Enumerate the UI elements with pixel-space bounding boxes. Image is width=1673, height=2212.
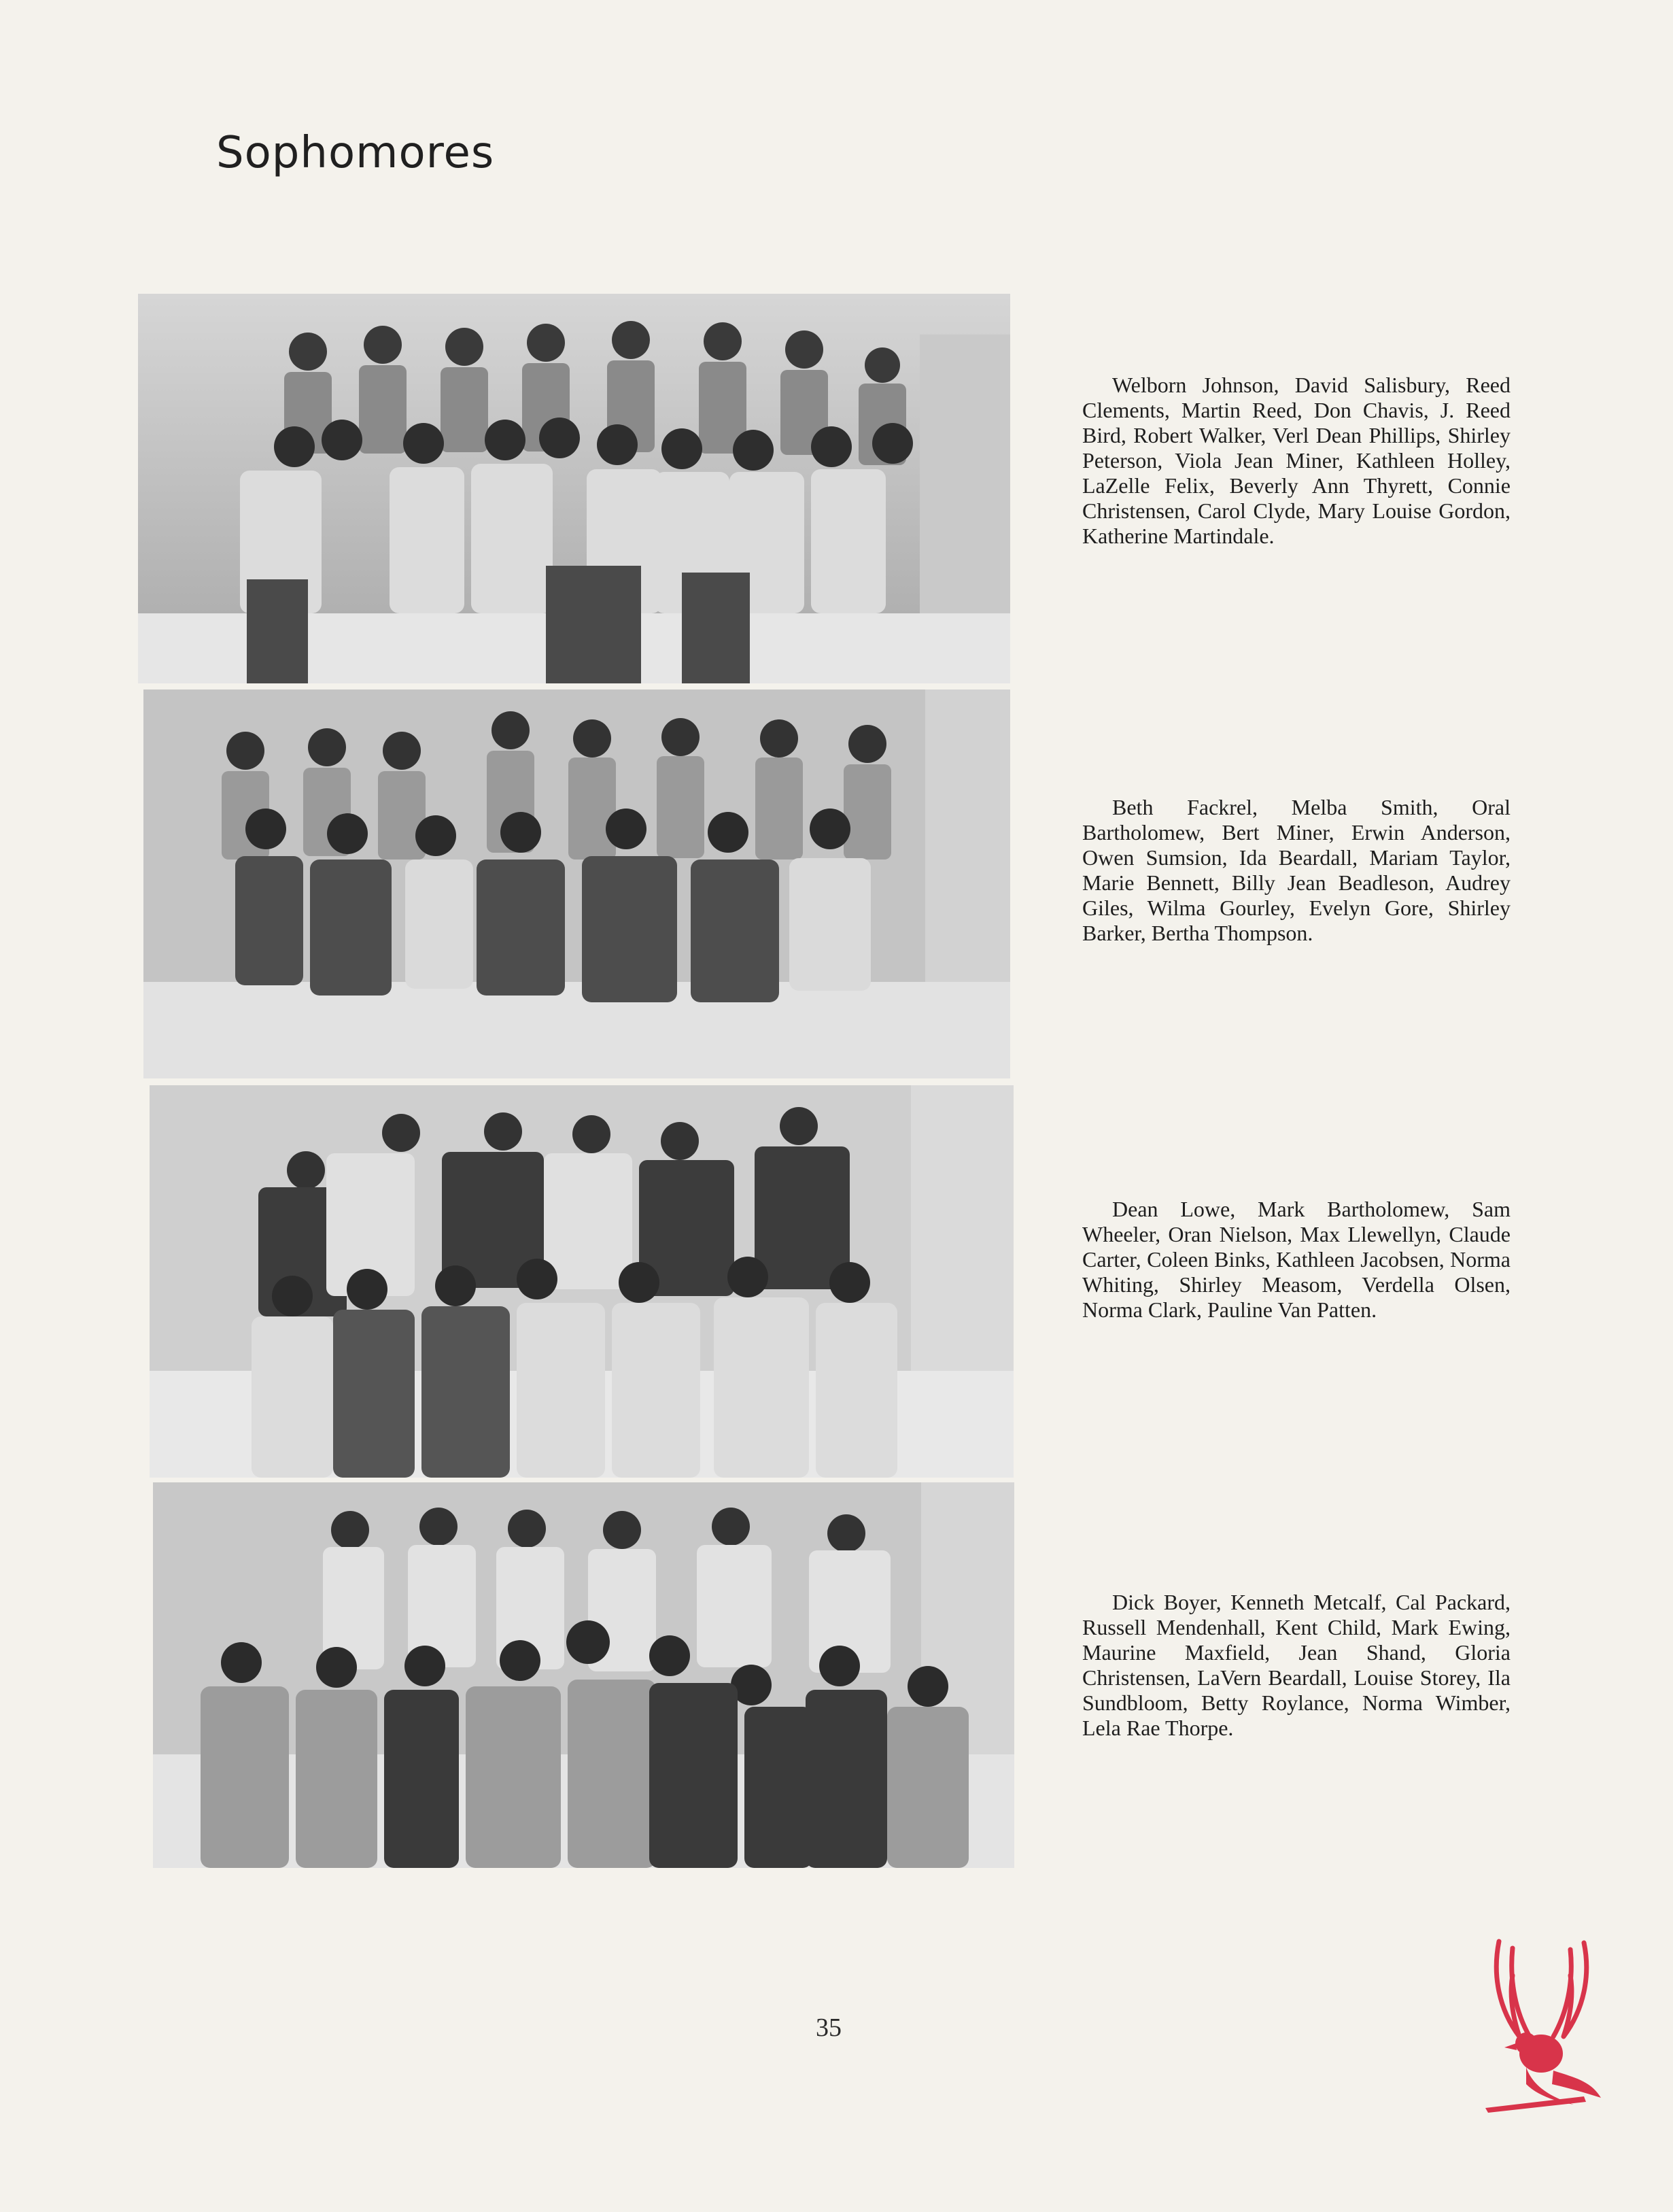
eagle-emblem-icon — [1472, 1935, 1608, 2132]
photo-caption-1: Welborn Johnson, David Salisbury, Reed Clements, Martin Reed, Don Chavis, J. Reed Bird, Robert Walker, Verl Dean Phillips, Shirley Peterson, Viola Jean Miner, Kathleen Holley, LaZelle Felix, Beverly Ann Thyrett, Connie Christensen, Carol Clyde, Mary Louise Gordon, Katherine Martindale. — [1082, 373, 1511, 548]
photo-caption-3: Dean Lowe, Mark Bartholomew, Sam Wheeler, Oran Nielson, Max Llewellyn, Claude Carter, Coleen Binks, Kathleen Jacobsen, Norma Whiting, Shirley Measom, Verdella Olsen, Norma Clark, Pauline Van Patten. — [1082, 1197, 1511, 1322]
photo-caption-2: Beth Fackrel, Melba Smith, Oral Bartholomew, Bert Miner, Erwin Anderson, Owen Sumsion, Ida Beardall, Mariam Taylor, Marie Bennett, Billy Jean Beadleson, Audrey Giles, Wilma Gourley, Evelyn Gore, Shirley Barker, Bertha Thompson. — [1082, 795, 1511, 945]
page-title: Sophomores — [216, 128, 495, 178]
group-photo-3 — [150, 1085, 1014, 1478]
group-photo-4 — [153, 1482, 1014, 1868]
page-number: 35 — [816, 2013, 842, 2042]
group-photo-1 — [138, 294, 1010, 683]
group-photo-2 — [143, 690, 1010, 1078]
photo-caption-4: Dick Boyer, Kenneth Metcalf, Cal Packard, Russell Mendenhall, Kent Child, Mark Ewing, Maurine Maxfield, Jean Shand, Gloria Christensen, LaVern Beardall, Louise Storey, Ila Sundbloom, Betty Roylance, Norma Wimber, Lela Rae Thorpe. — [1082, 1590, 1511, 1740]
